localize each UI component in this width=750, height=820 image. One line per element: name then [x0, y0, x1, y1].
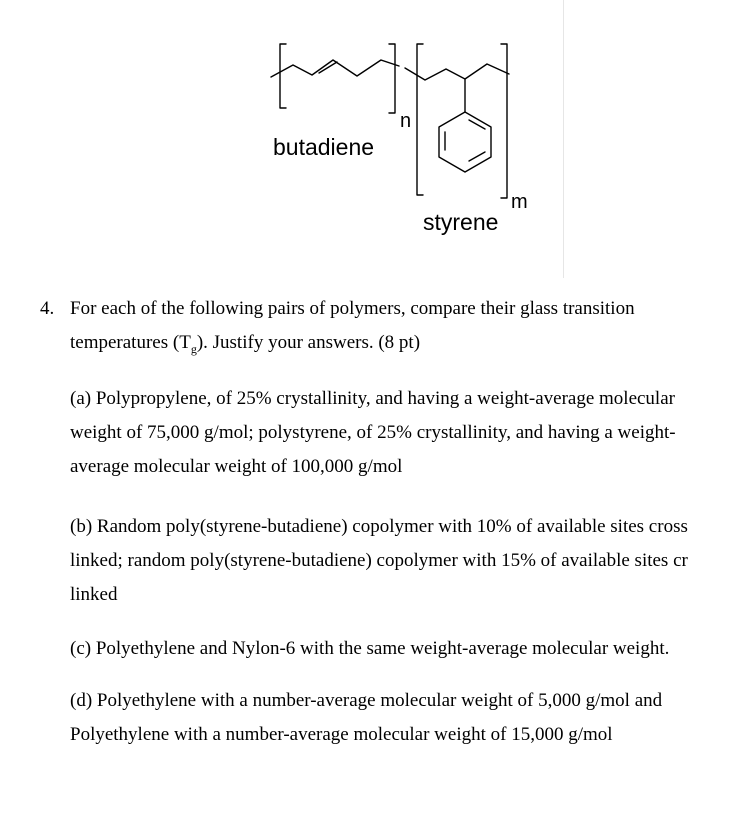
part-c: (c) Polyethylene and Nylon-6 with the same weight-average molecular weight.: [70, 638, 670, 659]
subscript-n: n: [400, 110, 412, 132]
butadiene-label: butadiene: [273, 134, 375, 160]
styrene-right-bracket: [501, 44, 507, 198]
question-prompt-part-2: ). Justify your answers. (8 pt): [196, 332, 421, 353]
question-prompt: [70, 292, 720, 360]
butadiene-right-bracket: [389, 44, 395, 113]
question-prompt-part-1: For each of the following pairs of polymers, compare their glass transition temperatures (T: [70, 298, 635, 353]
butadiene-left-bracket: [280, 44, 286, 108]
vertical-divider: [563, 0, 564, 278]
styrene-label: styrene: [423, 209, 499, 235]
subscript-m: m: [511, 191, 528, 213]
part-a: (a) Polypropylene, of 25% crystallinity, and having a weight-average molecular weight of 75,000 g/mol; polystyrene, of 25% crystallinity, and having a weight- average molecular weight of 100,000 g/mol: [70, 388, 676, 477]
question-number: 4.: [40, 298, 55, 319]
tg-subscript: g: [190, 341, 197, 356]
part-b: (b) Random poly(styrene-butadiene) copolymer with 10% of available sites cross linked; random poly(styrene-butadiene) copolymer with 15% of available sites cr linked: [70, 516, 688, 605]
question-header: [40, 292, 750, 360]
question-4: [40, 292, 750, 752]
styrene-left-bracket: [417, 44, 423, 195]
part-d: (d) Polyethylene with a number-average molecular weight of 5,000 g/mol and Polyethylene with a number-average molecular weight of 15,000 g/mol: [70, 690, 663, 745]
styrene-butadiene-structure-svg: [255, 30, 565, 278]
styrene-backbone: [405, 64, 509, 80]
benzene-double-2: [469, 152, 485, 161]
benzene-ring: [439, 112, 491, 172]
polymer-structure-figure: [255, 30, 565, 278]
